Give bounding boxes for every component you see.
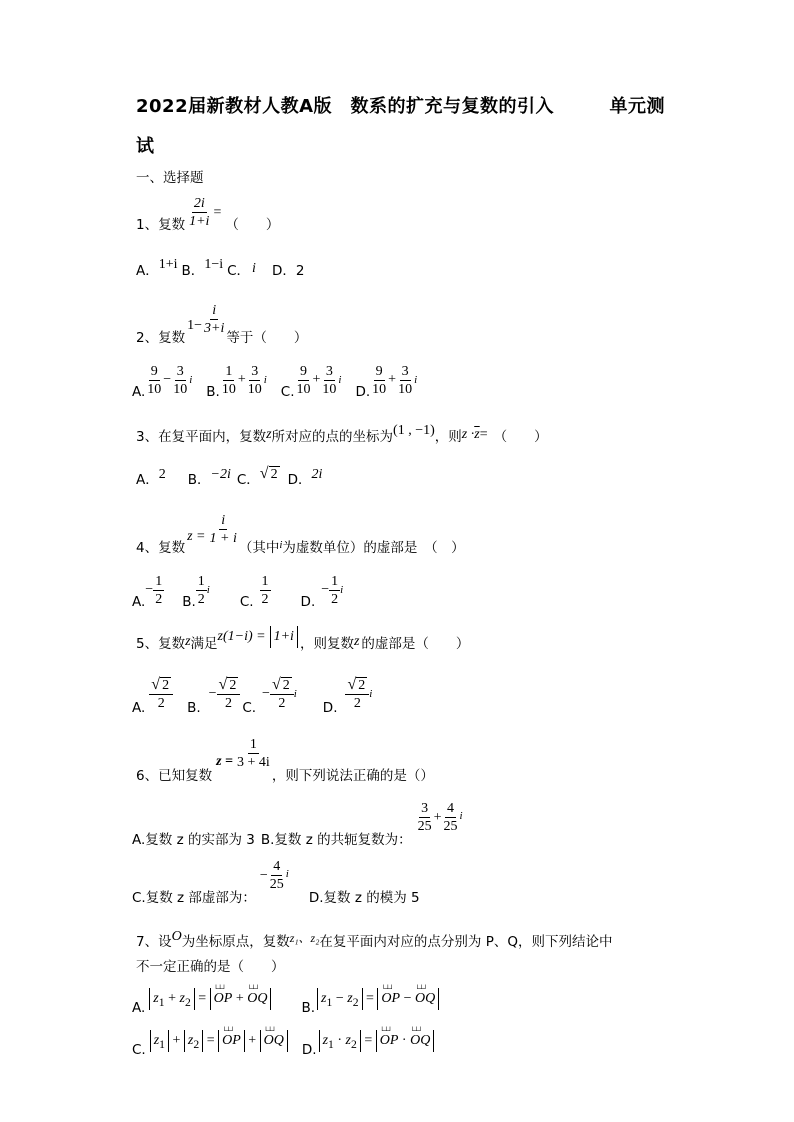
q3-equals: = (479, 427, 488, 442)
q3-option-a-label: A． (136, 472, 159, 488)
q2-stem: 2、复数 (136, 330, 186, 346)
q6-b-d2: 25 (443, 819, 458, 834)
q5-option-a-label: A. (132, 700, 146, 716)
q4-stem: 4、复数 (136, 540, 186, 556)
question-1 (136, 195, 279, 233)
q7-option-a: $z_1 + z_2$ = └┴┘ OP + └┴┘ OQ (149, 988, 271, 1010)
q4-a-num: 1 (155, 573, 163, 589)
q5-stem: 5、复数 (136, 636, 186, 652)
q2-c-n2: 3 (325, 363, 333, 379)
q7-z1z2: z₁、z₂ (289, 930, 320, 945)
q5-a-den: 2 (157, 696, 165, 711)
q4-d-den: 2 (331, 591, 339, 607)
q3-stem: 3、在复平面内，复数 (136, 429, 267, 445)
q5-c-frac: $\frac{√ 2}{2}$ (270, 676, 294, 712)
q5-z2: z (353, 634, 360, 649)
q3-mid: 所对应的点的坐标为 (271, 429, 394, 445)
q2-c-n1: 9 (300, 363, 308, 379)
q1-option-c-label: C． (227, 263, 251, 279)
q2-a-n1: 9 (150, 363, 158, 379)
question-4 (136, 512, 465, 556)
q2-c-frac1 (295, 363, 313, 398)
q5-z: z (185, 634, 191, 649)
q7-stem: 7、设 (136, 934, 172, 950)
q6-tail: ，则下列说法正确的是（） (271, 768, 434, 784)
q4-denominator: 1 + i (209, 531, 237, 546)
q6-b-frac1 (416, 800, 434, 835)
q6-c-den: 25 (269, 877, 284, 892)
q2-b-i: i (263, 374, 267, 386)
q2-a-i: i (189, 374, 193, 386)
q3-option-a: 2 (158, 467, 166, 482)
q6-c-frac (268, 858, 286, 893)
q6-stem: 6、已知复数 (136, 768, 213, 784)
q2-tail: 等于（ ） (226, 330, 308, 346)
q1-option-a: 1+i (158, 257, 178, 272)
q5-b-frac: $\frac{√ 2}{2}$ (217, 676, 241, 712)
q2-option-a-label: A. (132, 384, 146, 400)
q5-d-den: 2 (353, 696, 361, 711)
q2-one-minus: 1− (187, 318, 202, 333)
q3-tail: ，则 (434, 429, 462, 445)
q7-line2: 不一定正确的是（ ） (136, 959, 285, 975)
q1-stem: 1、复数 (136, 217, 186, 233)
q2-d-d2: 10 (398, 381, 413, 397)
q3-expr: z · (461, 427, 475, 442)
q5-d-rad: 2 (358, 678, 366, 693)
q6-option-c: C.复数 z 部虚部为： (132, 890, 256, 906)
q4-b-num: 1 (197, 573, 205, 589)
q2-d-n1: 9 (375, 363, 383, 379)
q1-option-b-label: B． (181, 263, 205, 279)
q2-b-frac1 (220, 363, 238, 398)
q4-a-sign: − (145, 582, 154, 597)
q1-option-c: i (252, 261, 256, 276)
q4-option-a-label: A. (132, 594, 146, 610)
q2-denominator: 3+i (204, 321, 225, 336)
q2-d-i: i (414, 374, 418, 386)
q7-option-b: $z_1 - z_2$ = └┴┘ OP − └┴┘ OQ (317, 988, 439, 1010)
q7-origin: O (171, 929, 182, 944)
q6-b-n2: 4 (446, 801, 454, 816)
question-6 (136, 736, 434, 784)
q6-b-n1: 3 (421, 801, 429, 816)
q2-b-d2: 10 (247, 381, 262, 397)
q5-mid: 满足 (190, 636, 218, 652)
q5-option-b-label: B. (187, 700, 201, 716)
q5-d-frac: $\frac{√ 2}{2}$ (345, 676, 369, 712)
q4-option-b-label: B. (182, 594, 196, 610)
q7-option-b-label: B. (301, 1000, 316, 1016)
q3-answer-paren: （ ） (493, 429, 548, 445)
q7-tail: 在复平面内对应的点分别为 P、Q，则下列结论中 (319, 934, 613, 950)
q3-option-d: 2i (311, 467, 323, 482)
q2-d-d1: 10 (372, 381, 387, 397)
document-title-line1: 2022届新教材人教A版 数系的扩充与复数的引入 单元测 (136, 96, 666, 117)
q6-option-b: B.复数 z 的共轭复数为： (260, 832, 412, 848)
question-7 (136, 930, 612, 950)
q1-option-a-label: A． (136, 263, 159, 279)
q4-d-frac (329, 573, 340, 608)
q2-a-d1: 10 (147, 381, 162, 397)
q7-mid: 为坐标原点，复数 (181, 934, 290, 950)
q1-equals: = (213, 205, 222, 220)
q2-option-c-label: C. (280, 384, 295, 400)
q7-options-cd (132, 1024, 434, 1058)
q3-option-b-label: B． (187, 472, 211, 488)
q6-option-a: A.复数 z 的实部为 3 (132, 832, 255, 848)
q1-option-b: 1−i (204, 257, 224, 272)
q4-d-num: 1 (331, 573, 339, 589)
q2-a-frac2 (171, 363, 189, 398)
q5-b-rad: 2 (229, 678, 237, 693)
q6-lhs: z = (216, 754, 234, 769)
q3-option-b: −2i (210, 467, 231, 482)
q2-a-n2: 3 (176, 363, 184, 379)
q5-b-den: 2 (224, 696, 232, 711)
q1-fraction (187, 195, 211, 230)
q5-abs: 1+i (270, 626, 298, 648)
q4-a-den: 2 (155, 591, 163, 607)
q2-a-frac1 (145, 363, 163, 398)
q2-d-frac1 (370, 363, 388, 398)
q1-denominator: 1+i (189, 214, 210, 229)
q2-b-d1: 10 (221, 381, 236, 397)
q4-options (132, 570, 343, 610)
q7-option-c-label: C. (132, 1042, 146, 1058)
question-5 (136, 629, 470, 652)
q5-c-den: 2 (278, 696, 286, 711)
q4-d-sign: − (321, 582, 330, 597)
q1-option-d: D．2 (271, 263, 305, 279)
q5-a-frac: $\frac{√ 2}{2}$ (149, 676, 173, 712)
q4-lhs: z = (187, 529, 206, 544)
q6-numerator: 1 (249, 737, 257, 752)
q2-b-n1: 1 (225, 363, 233, 379)
q2-d-frac2 (396, 363, 414, 398)
q5-lhs: z(1−i) = (217, 629, 266, 644)
q2-c-d2: 10 (322, 381, 337, 397)
q3-point: (1 , −1) (393, 423, 435, 438)
q7-option-d: $z_1 \cdot z_2$ = └┴┘ OP · └┴┘ OQ (319, 1030, 435, 1052)
section-heading: 一、选择题 (136, 170, 204, 186)
q3-option-c-sqrt: √ 2 (259, 465, 278, 482)
q4-mid1: （其中 (238, 540, 280, 556)
q5-a-rad: 2 (162, 678, 170, 693)
q6-fraction (235, 736, 272, 771)
question-3 (136, 425, 548, 445)
q6-b-d1: 25 (417, 819, 432, 834)
q2-c-d1: 10 (296, 381, 311, 397)
q2-numerator: i (212, 303, 217, 318)
q2-fraction (202, 302, 226, 337)
q6-denominator: 3 + 4i (237, 755, 270, 770)
q2-c-i: i (338, 374, 342, 386)
document-title-line2: 试 (136, 136, 155, 157)
q5-option-c-label: C. (242, 700, 257, 716)
q3-option-d-label: D． (287, 472, 312, 488)
q4-c-frac (260, 573, 271, 608)
q6-options-cd: C.复数 z 部虚部为： − $\frac{4}{25}$ i D.复数 z 的模为 5 (132, 859, 420, 906)
q2-options: A. $\frac{9}{10}$ − $\frac{3}{10}$ i B. $\frac{1}{10}$ + $\frac{3}{10}$ i C. $\frac{9}{10}$ + $\frac{3}{10}$ i D. $\frac{9}{10}$ + $\frac{3}{10}$ i (132, 363, 418, 400)
q2-c-frac2 (320, 363, 338, 398)
q5-c-rad: 2 (282, 678, 290, 693)
q4-c-num: 1 (261, 573, 269, 589)
q4-option-d-label: D. (300, 594, 316, 610)
q2-d-n2: 3 (401, 363, 409, 379)
q4-fraction (208, 512, 239, 547)
q4-mid2: 为虚数单位）的虚部是 （ ） (282, 540, 465, 556)
q4-a-frac (153, 573, 164, 608)
q4-c-den: 2 (261, 591, 269, 607)
q2-a-d2: 10 (173, 381, 188, 397)
q3-z: z (266, 427, 272, 442)
question-2 (136, 302, 307, 346)
q5-option-d-label: D. (322, 700, 338, 716)
q7-options-ab (132, 982, 439, 1016)
q2-option-b-label: B. (206, 384, 220, 400)
q5-tail: ，则复数 (299, 636, 354, 652)
q1-numerator: 2i (193, 196, 205, 211)
q6-options-ab: A.复数 z 的实部为 3 B.复数 z 的共轭复数为： $\frac{3}{25}$ + $\frac{4}{25}$ i (132, 801, 463, 848)
q4-b-i: i (206, 584, 210, 596)
q1-options (136, 259, 304, 279)
q4-b-frac (196, 573, 207, 608)
q5-options: A. $\frac{√ 2}{2}$ B. − $\frac{√ 2}{2}$ C. − $\frac{√ 2}{2}$ i D. $\frac{√ 2}{2}$ i (132, 676, 373, 716)
q7-option-d-label: D. (301, 1042, 317, 1058)
q4-i: i (279, 539, 283, 551)
q2-option-d-label: D. (355, 384, 371, 400)
q6-c-num: 4 (273, 859, 281, 874)
q3-option-c: 2 (270, 467, 278, 482)
q1-answer-paren: （ ） (225, 217, 280, 233)
q2-b-frac2 (246, 363, 264, 398)
q2-b-n2: 3 (251, 363, 259, 379)
q4-d-i: i (340, 584, 344, 596)
q6-b-frac2 (441, 800, 459, 835)
q7-option-a-label: A. (132, 1000, 146, 1016)
q3-zbar: $\overline{z}$ (474, 427, 480, 442)
q6-option-d: D.复数 z 的模为 5 (308, 890, 420, 906)
q3-option-c-label: C． (236, 472, 260, 488)
q4-b-den: 2 (197, 591, 205, 607)
q5-tail2: 的虚部是（ ） (361, 636, 470, 652)
q4-option-c-label: C. (239, 594, 254, 610)
q3-options (136, 465, 323, 488)
q7-option-c: $z_1 + z_2$ = └┴┘ OP + └┴┘ OQ (150, 1030, 288, 1052)
q4-numerator: i (221, 513, 226, 528)
